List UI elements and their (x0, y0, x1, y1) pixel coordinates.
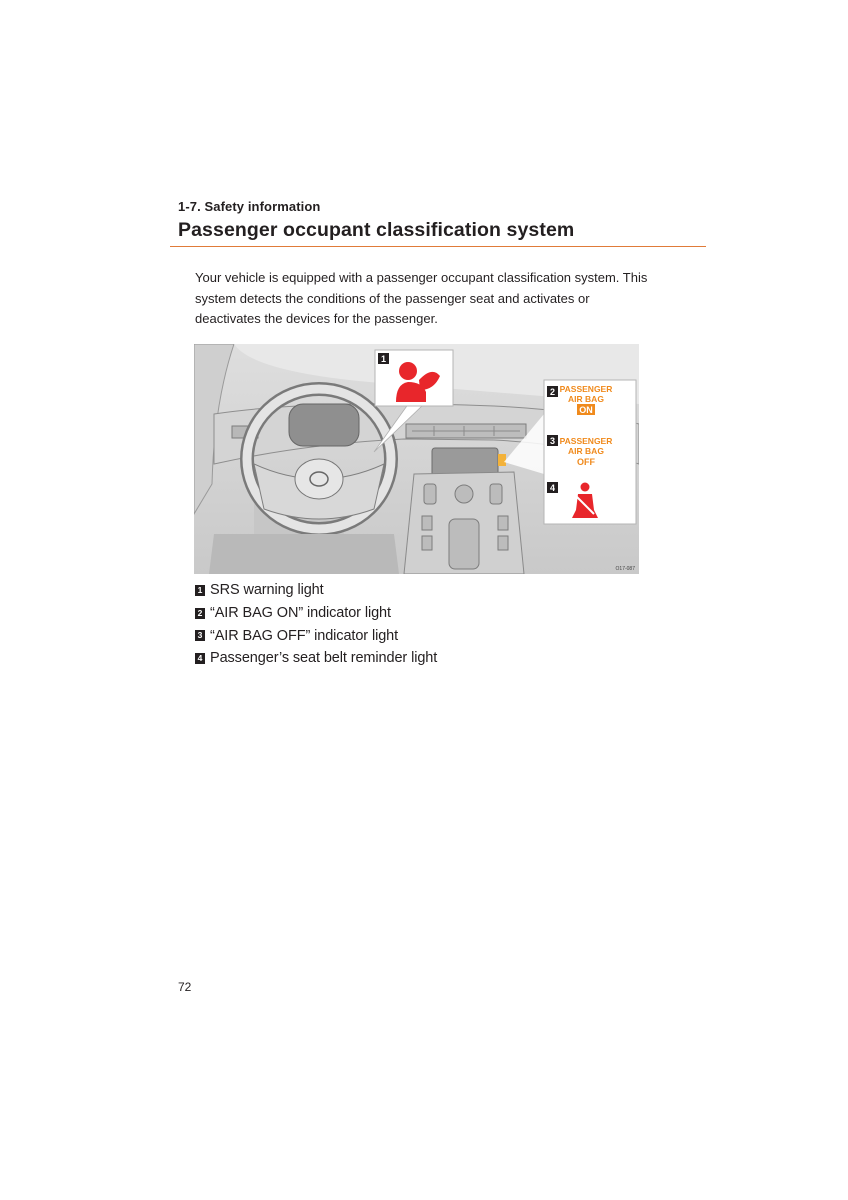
legend-item (195, 579, 437, 602)
legend-number: 4 (195, 653, 205, 664)
legend-list (195, 579, 437, 670)
legend-item (195, 647, 437, 670)
legend-number: 3 (195, 630, 205, 641)
legend-item (195, 624, 437, 647)
callout-2-line-2: AIR BAG (568, 394, 604, 404)
callout-2-line-3: ON (579, 405, 593, 415)
callout-3-line-3: OFF (577, 457, 595, 467)
title-rule (170, 246, 706, 247)
instrument-cluster (289, 404, 359, 446)
intro-paragraph: Your vehicle is equipped with a passenger occupant classification system. This system detects the conditions of the passenger seat and activates or deactivates the devices for the passenger. (195, 270, 648, 326)
floor (209, 534, 399, 574)
page-title: Passenger occupant classification system (178, 219, 575, 241)
legend-label: “AIR BAG OFF” indicator light (210, 627, 399, 644)
legend-label: “AIR BAG ON” indicator light (210, 605, 391, 622)
callout-2-line-1: PASSENGER (559, 384, 613, 394)
dashboard-illustration (194, 344, 639, 574)
legend-label: Passenger’s seat belt reminder light (210, 650, 438, 667)
page-number: 72 (178, 980, 192, 994)
legend-number: 2 (195, 608, 205, 619)
indicator-location (498, 454, 506, 466)
callout-2-number: 2 (549, 387, 556, 397)
callout-3-line-2: AIR BAG (568, 446, 604, 456)
callout-1-number: 1 (380, 354, 387, 364)
callout-3-line-1: PASSENGER (559, 436, 613, 446)
legend-label: SRS warning light (210, 582, 324, 599)
legend-number: 1 (195, 585, 205, 596)
figure-code: O17-087 (615, 566, 635, 572)
callout-3-number: 3 (549, 436, 556, 446)
section-label: 1-7. Safety information (178, 199, 321, 214)
callout-4-number: 4 (549, 483, 556, 493)
legend-item (195, 602, 437, 625)
